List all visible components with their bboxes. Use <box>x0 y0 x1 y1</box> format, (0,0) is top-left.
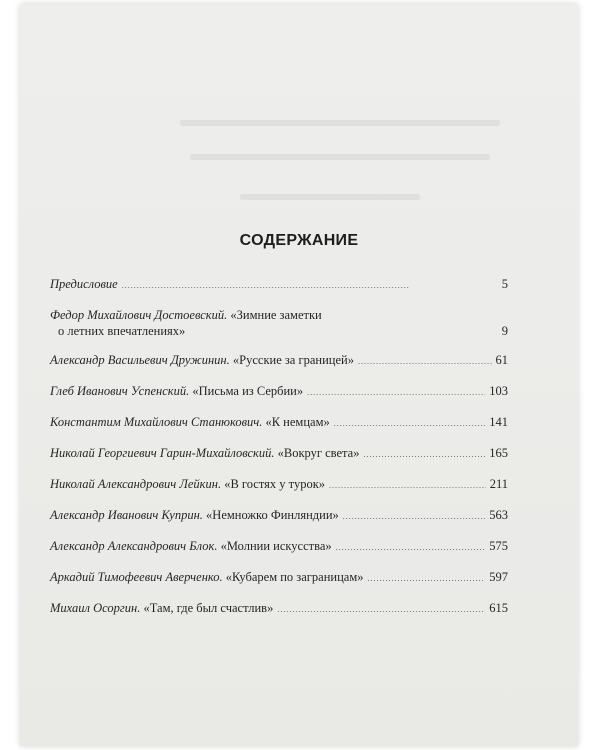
toc-heading: СОДЕРЖАНИЕ <box>239 232 359 249</box>
toc-entry <box>50 445 508 463</box>
entry-title: «Там, где был счастлив» <box>143 601 274 615</box>
entry-page-number: 5 <box>501 277 508 291</box>
entry-page-number: 575 <box>489 539 508 553</box>
leader-dots <box>329 476 486 494</box>
toc-entry <box>50 414 508 432</box>
entry-page-number: 9 <box>501 324 508 338</box>
entry-title: «Молнии искусства» <box>220 539 332 553</box>
entry-author: Александр Васильевич Дружинин. <box>50 353 230 367</box>
entry-page-number: 165 <box>489 446 508 460</box>
entry-title: «Вокруг света» <box>277 446 360 460</box>
show-through-text <box>240 194 420 200</box>
entry-page-number: 61 <box>495 353 508 367</box>
leader-dots <box>307 383 485 401</box>
toc-entry <box>50 538 508 556</box>
entry-author: Николай Георгиевич Гарин-Михайловский. <box>50 446 275 460</box>
entry-title: «Русские за границей» <box>232 353 354 367</box>
toc-entry <box>50 383 508 401</box>
entry-page-number: 211 <box>489 477 508 491</box>
entry-author: Глеб Иванович Успенский. <box>50 384 190 398</box>
entry-author: Александр Александрович Блок. <box>50 539 218 553</box>
toc-entry <box>50 276 508 294</box>
entry-page-number: 597 <box>489 570 508 584</box>
show-through-text <box>190 154 490 160</box>
entry-page-number: 563 <box>489 508 508 522</box>
entry-title: «Немножко Финляндии» <box>206 508 339 522</box>
entry-title: «К немцам» <box>265 415 330 429</box>
toc-entry <box>50 476 508 494</box>
toc-entry <box>50 507 508 525</box>
entry-title: «Зимние заметки <box>230 308 322 322</box>
entry-title-continued: о летних впечатлениях» <box>58 324 186 338</box>
toc-entry <box>50 569 508 587</box>
leader-dots <box>334 414 486 432</box>
entry-title: «В гостях у турок» <box>224 477 326 491</box>
toc-entry <box>50 600 508 618</box>
entry-author: Федор Михайлович Достоевский. <box>50 308 228 322</box>
entry-author: Александр Иванович Куприн. <box>50 508 203 522</box>
leader-dots <box>368 569 486 587</box>
entry-author: Предисловие <box>50 277 118 291</box>
entry-author: Николай Александрович Лейкин. <box>50 477 222 491</box>
leader-dots <box>277 600 485 618</box>
entry-author: Константим Михайлович Станюкович. <box>50 415 263 429</box>
book-page <box>20 4 578 746</box>
entry-page-number: 103 <box>489 384 508 398</box>
entry-title: «Письма из Сербии» <box>192 384 304 398</box>
leader-dots <box>122 276 498 294</box>
table-of-contents <box>50 276 508 631</box>
leader-dots <box>363 445 485 463</box>
entry-page-number: 615 <box>489 601 508 615</box>
entry-author: Аркадий Тимофеевич Аверченко. <box>50 570 223 584</box>
entry-title: «Кубарем по заграницам» <box>225 570 364 584</box>
leader-dots <box>336 538 486 556</box>
toc-entry <box>50 352 508 370</box>
toc-entry <box>50 307 508 339</box>
leader-dots <box>358 352 492 370</box>
leader-dots <box>343 507 485 525</box>
show-through-text <box>180 120 500 126</box>
entry-author: Михаил Осоргин. <box>50 601 141 615</box>
entry-page-number: 141 <box>489 415 508 429</box>
